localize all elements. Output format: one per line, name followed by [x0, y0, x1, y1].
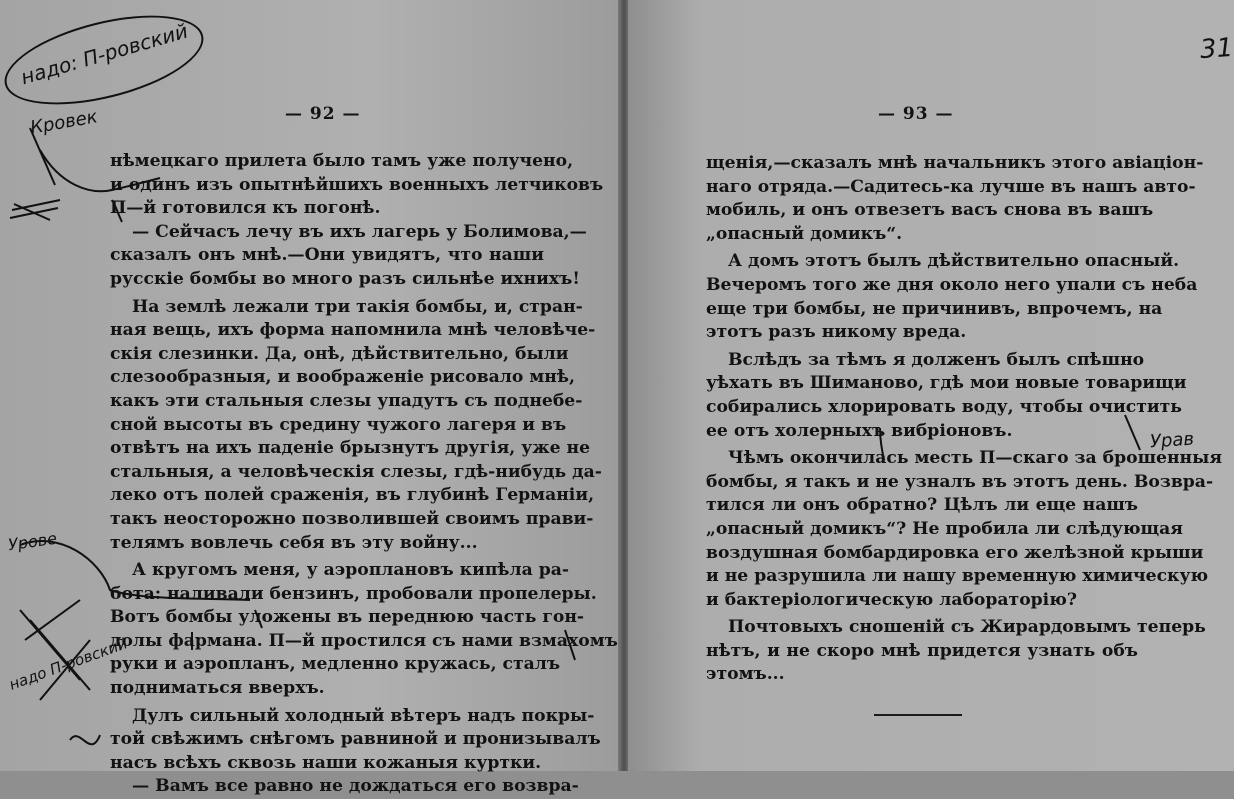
annotation-margin-1: Кровек: [28, 106, 100, 139]
text-line: ная вещь, ихъ форма напомнила мнѣ человѣче-: [110, 320, 596, 341]
text-line: Вечеромъ того же дня около него упали съ неба: [706, 274, 1198, 295]
text-line: нѣтъ, и не скоро мнѣ придется узнать объ: [706, 640, 1138, 661]
text-line: стальныя, а человѣческія слезы, гдѣ-нибудь да-: [110, 461, 602, 482]
text-line: ее отъ холерныхъ вибріоновъ.: [706, 420, 1013, 441]
text-line: и не разрушила ли нашу временную химическую: [706, 566, 1209, 587]
annotation-margin-3: надо П-ровский: [6, 634, 130, 694]
text-line: собирались хлорировать воду, чтобы очистить: [706, 396, 1182, 417]
text-line: еще три бомбы, не причинивъ, впрочемъ, на: [706, 298, 1163, 319]
text-line: подниматься вверхъ.: [110, 678, 325, 699]
text-line: мобиль, и онъ отвезетъ васъ снова въ вашъ: [706, 200, 1154, 221]
text-line: сказалъ онъ мнѣ.—Они увидятъ, что наши: [110, 245, 544, 266]
text-line: сной высоты въ средину чужого лагеря и въ: [110, 414, 567, 435]
text-line: А кругомъ меня, у аэроплановъ кипѣла ра-: [132, 560, 570, 581]
text-line: отвѣтъ на ихъ паденіе брызнутъ другія, уже не: [110, 438, 591, 459]
text-line: „опасный домикъ“? Не пробила ли слѣдующая: [706, 518, 1183, 539]
text-line: „опасный домикъ“.: [706, 223, 903, 244]
text-line: щенія,—сказалъ мнѣ начальникъ этого авіаціон-: [706, 153, 1204, 173]
text-line: бота: наливали бензинъ, пробовали пропелеры.: [110, 583, 597, 604]
text-line: — Сейчасъ лечу въ ихъ лагерь у Болимова,—: [132, 221, 587, 242]
text-line: леко отъ полей сраженія, въ глубинѣ Германіи,: [110, 485, 595, 506]
text-line: Почтовыхъ сношеній съ Жирардовымъ теперь: [728, 617, 1206, 638]
text-line: слезообразныя, и воображеніе рисовало мнѣ,: [110, 367, 575, 388]
text-line: П—й готовился къ погонѣ.: [110, 198, 381, 219]
text-line: русскіе бомбы во много разъ сильнѣе ихнихъ!: [110, 268, 580, 289]
text-line: уѣхать въ Шиманово, гдѣ мои новые товарищи: [706, 373, 1187, 394]
text-line: На землѣ лежали три такія бомбы, и, стран-: [132, 296, 583, 317]
page-number-right: — 93 —: [878, 104, 954, 124]
text-line: Вслѣдъ за тѣмъ я долженъ былъ спѣшно: [728, 349, 1145, 370]
text-line: и бактеріологическую лабораторію?: [706, 589, 1077, 610]
text-line: этомъ...: [706, 664, 785, 685]
text-line: той свѣжимъ снѣгомъ равниной и пронизывалъ: [110, 729, 601, 750]
text-line: насъ всѣхъ сквозь наши кожаныя куртки.: [110, 752, 542, 773]
text-line: воздушная бомбардировка его желѣзной крыши: [706, 542, 1204, 563]
text-line: какъ эти стальныя слезы упадутъ съ поднебе-: [110, 390, 583, 411]
text-line: бомбы, я такъ и не узналъ въ этотъ день. Возвра-: [706, 471, 1214, 492]
left-page-text: [110, 150, 618, 799]
text-line: — Вамъ все равно не дождаться его возвра-: [132, 776, 579, 797]
right-page: [628, 0, 1234, 771]
folio-mark: 31: [1198, 32, 1234, 66]
annotation-right-margin: Урав: [1149, 428, 1195, 453]
text-line: скія слезинки. Да, онѣ, дѣйствительно, были: [110, 343, 569, 364]
text-line: долы фармана. П—й простился съ нами взмахомъ: [110, 630, 618, 651]
annotation-top-left: надо: П-ровский: [18, 18, 191, 90]
text-line: Дулъ сильный холодный вѣтеръ надъ покры-: [132, 705, 595, 726]
end-rule: [874, 714, 962, 716]
text-line: Чѣмъ окончилась месть П—скаго за брошенныя: [728, 448, 1223, 469]
text-line: А домъ этотъ былъ дѣйствительно опасный.: [728, 251, 1180, 272]
text-line: этотъ разъ никому вреда.: [706, 322, 967, 343]
text-line: телямъ вовлечь себя въ эту войну...: [110, 532, 478, 553]
text-line: нѣмецкаго прилета было тамъ уже получено,: [110, 151, 574, 171]
annotation-margin-2: Урове: [6, 528, 59, 555]
text-line: руки и аэропланъ, медленно кружась, сталъ: [110, 654, 561, 675]
text-line: такъ неосторожно позволившей своимъ прави-: [110, 508, 594, 529]
page-number-left: — 92 —: [285, 104, 361, 124]
text-line: наго отряда.—Садитесь-ка лучше въ нашъ авто-: [706, 176, 1196, 197]
text-line: Вотъ бомбы уложены въ переднюю часть гон-: [110, 607, 585, 628]
text-line: и одинъ изъ опытнѣйшихъ военныхъ летчиковъ: [110, 174, 604, 195]
text-line: тился ли онъ обратно? Цѣлъ ли еще нашъ: [706, 495, 1138, 516]
